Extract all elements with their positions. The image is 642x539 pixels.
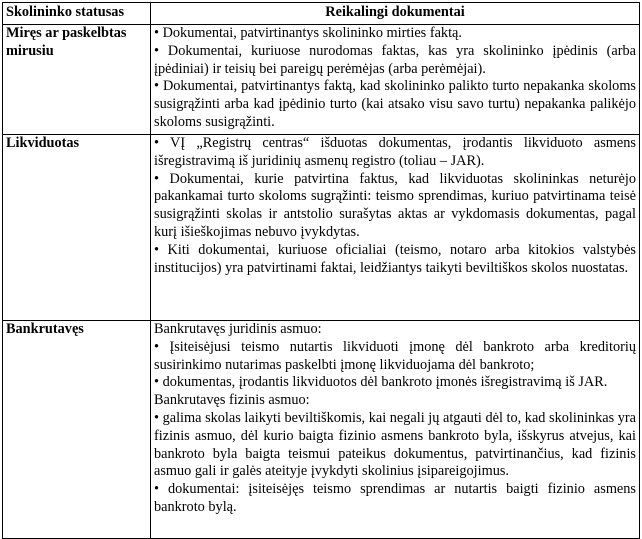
table-row xyxy=(3,135,640,321)
section-heading: Bankrutavęs juridinis asmuo: xyxy=(154,321,322,337)
document-item: • Dokumentai, kurie patvirtina faktus, kad likviduotas skolininkas neturėjo pakankamai turto skoloms sugrąžinti: teismo sprendimas, kuriuo patvirtinama teisė susigrąžinti skolas ir antstolio surašytas aktas ar vykdomasis dokumentas, pagal kurį išieškojimas nebuvo įvykdytas. xyxy=(154,170,636,240)
documents-cell xyxy=(151,321,640,539)
status-cell: Miręs ar paskelbtas mirusiu xyxy=(3,25,151,135)
header-required-documents: Reikalingi dokumentai xyxy=(151,3,640,25)
documents-cell xyxy=(151,25,640,135)
document-item: • galima skolas laikyti beviltiškomis, kai negali jų atgauti dėl to, kad skolininkas yra fizinis asmuo, dėl kurio baigta fizinio asmens bankroto byla, išskyrus atvejus, kai bankroto byla baigta teismui pateikus dokumentus, patvirtinančius, kad fizinis asmuo gali ir galės ateityje įvykdyti skolinius įsipareigojimus. xyxy=(154,409,636,480)
table-header-row xyxy=(3,3,640,25)
document-item: • Įsiteisėjusi teismo nutartis likviduoti įmonę dėl bankroto arba kreditorių susirinkimo nutarimas paskelbti įmonę likviduojama dėl bankroto; xyxy=(154,338,636,373)
document-item: • VĮ „Registrų centras“ išduotas dokumentas, įrodantis likviduoto asmens išregistravimą iš juridinių asmenų registro (toliau – JAR). xyxy=(154,135,636,169)
document-item: • Dokumentai, kuriuose nurodomas faktas, kas yra skolininko įpėdinis (arba įpėdiniai) ir teisių bei pareigų perėmėjas (arba perėmėjai). xyxy=(154,42,636,77)
header-debtor-status: Skolininko statusas xyxy=(3,3,151,25)
status-cell: Likviduotas xyxy=(3,135,151,321)
table-row xyxy=(3,321,640,539)
document-item: • Dokumentai, patvirtinantys faktą, kad skolininko palikto turto nepakanka skoloms susigrąžinti arba kad įpėdinio turto (kai atsako visu savo turtu) nepakanka palikėjo skoloms susigrąžinti. xyxy=(154,78,636,130)
table-row xyxy=(3,25,640,135)
documents-table xyxy=(2,2,640,539)
section-heading: Bankrutavęs fizinis asmuo: xyxy=(154,392,310,409)
document-item: • dokumentas, įrodantis likviduotos dėl bankroto įmonės išregistravimą iš JAR. xyxy=(154,374,608,391)
document-item: • Dokumentai, patvirtinantys skolininko mirties faktą. xyxy=(154,25,462,41)
documents-cell xyxy=(151,135,640,321)
document-item: • Kiti dokumentai, kuriuose oficialiai (teismo, notaro arba kitokios valstybės institucijos) yra patvirtinami faktai, leidžiantys taikyti beviltiškos skolos nuostatas. xyxy=(154,241,636,276)
status-cell: Bankrutavęs xyxy=(3,321,151,539)
document-item: • dokumentai: įsiteisėjęs teismo sprendimas ar nutartis baigti fizinio asmens bankroto bylą. xyxy=(154,481,636,515)
